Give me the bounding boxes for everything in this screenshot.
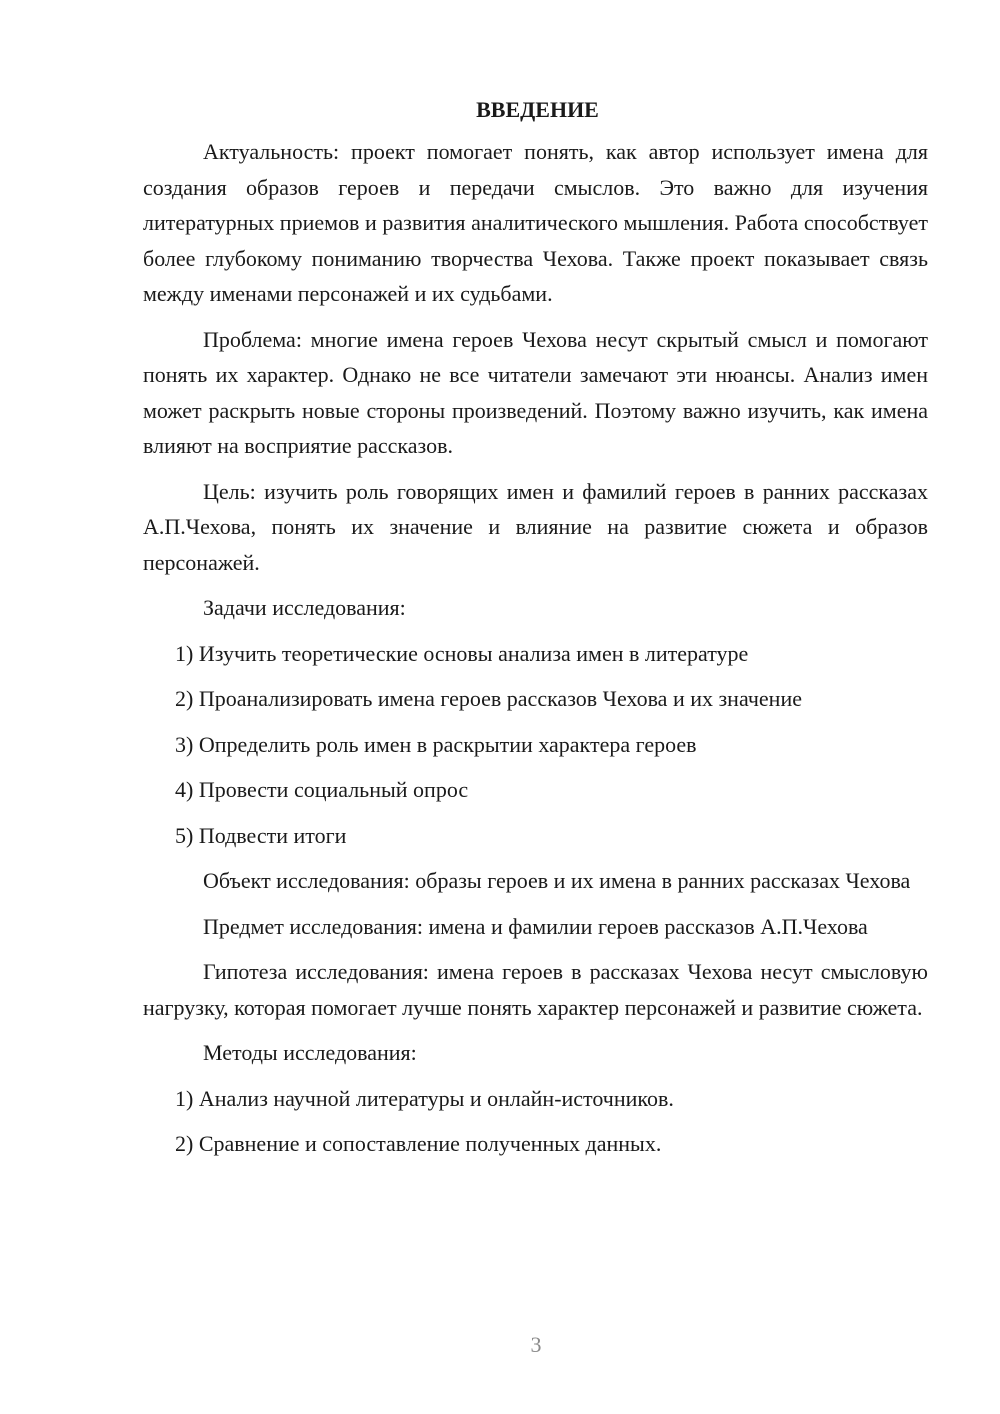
list-item: 5) Подвести итоги <box>175 822 347 848</box>
page-title: ВВЕДЕНИЕ <box>476 97 599 122</box>
page-number: 3 <box>530 1332 542 1357</box>
tasks-title: Задачи исследования: <box>203 595 406 620</box>
goal-paragraph: Цель: изучить роль говорящих имен и фамилий героев в ранних рассказах А.П.Чехова, понять их значение и влияние на развитие сюжета и образов персонажей. <box>143 478 928 575</box>
list-item: 1) Анализ научной литературы и онлайн-источников. <box>175 1085 674 1111</box>
methods-list <box>143 1081 928 1162</box>
list-item: 2) Проанализировать имена героев рассказов Чехова и их значение <box>175 686 802 711</box>
document-page <box>143 92 928 1172</box>
relevance-paragraph: Актуальность: проект помогает понять, как автор использует имена для создания образов героев и передачи смыслов. Это важно для изучения литературных приемов и развития аналитического мышления. Работа способствует более глубокому пониманию творчества Чехова. Также проект показывает связь между именами персонажей и их судьбами. <box>143 139 928 306</box>
list-item: 4) Провести социальный опрос <box>175 777 469 802</box>
methods-title: Методы исследования: <box>203 1040 417 1065</box>
tasks-list <box>143 636 928 854</box>
list-item: 1) Изучить теоретические основы анализа имен в литературе <box>175 640 749 666</box>
hypothesis-paragraph: Гипотеза исследования: имена героев в рассказах Чехова несут смысловую нагрузку, которая помогает лучше понять характер персонажей и развитие сюжета. <box>143 959 928 1020</box>
problem-paragraph: Проблема: многие имена героев Чехова несут скрытый смысл и помогают понять их характер. Однако не все читатели замечают эти нюансы. Анализ имен может раскрыть новые стороны произведений. Поэтому важно изучить, как имена влияют на восприятие рассказов. <box>143 326 928 458</box>
list-item: 2) Сравнение и сопоставление полученных данных. <box>175 1131 662 1156</box>
list-item: 3) Определить роль имен в раскрытии характера героев <box>175 731 697 757</box>
object-paragraph: Объект исследования: образы героев и их имена в ранних рассказах Чехова <box>203 868 911 893</box>
subject-paragraph: Предмет исследования: имена и фамилии героев рассказов А.П.Чехова <box>203 913 868 939</box>
